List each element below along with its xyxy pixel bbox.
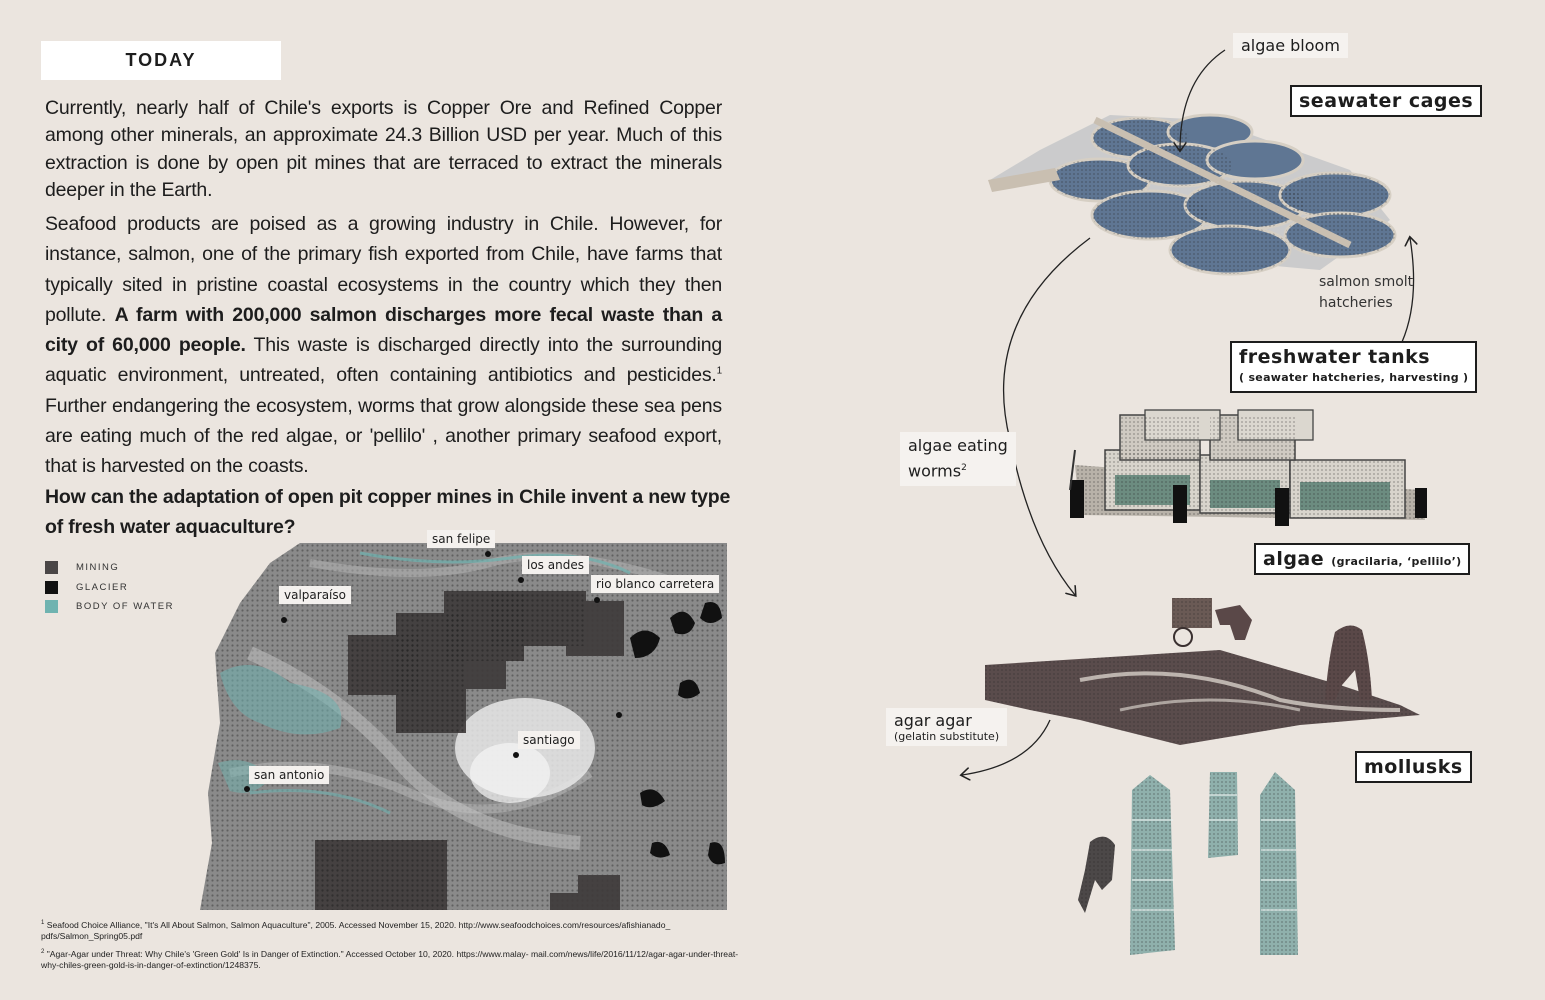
map-label-los-andes: los andes [522,556,589,574]
map-label-valparaiso: valparaíso [279,586,351,604]
paragraph-seafood [45,209,722,482]
map-dot-san-felipe [485,551,491,557]
algae-harvest-illustration [985,598,1420,745]
algae-title-text: algae [1263,548,1325,570]
footnote-2-ref: 2 [41,948,45,955]
label-salmon-smolt [1319,272,1413,314]
map-label-san-antonio: san antonio [249,766,329,784]
footnote-ref-1: 1 [716,365,722,377]
freshwater-tanks-illustration [1070,410,1427,526]
map-dot-san-antonio [244,786,250,792]
map-label-san-felipe: san felipe [427,530,495,548]
map-dot-los-andes [518,577,524,583]
footnote-2-text: "Agar-Agar under Threat: Why Chile's 'Green Gold' Is in Danger of Extinction." Accessed October 10, 2020. https://www.malay- mail.com/news/life/2016/11/12/agar-agar-under-threat-why-chiles-green-gold-is-in-danger-of-extinction/1248375. [41,948,739,971]
paragraph-copper: Currently, nearly half of Chile's exports is Copper Ore and Refined Copper among other minerals, an approximate 24.3 Billion USD per year. Much of this extraction is done by open pit mines that are terraced to extract the minerals deeper in the Earth. [45,97,722,201]
title-mollusks: mollusks [1355,751,1472,783]
title-algae [1254,543,1470,575]
label-agar-agar [886,708,1007,746]
paragraph-seafood-bold: A farm with 200,000 salmon discharges more fecal waste than a city of 60,000 people. [45,303,722,357]
legend-item-glacier [45,578,174,598]
footnote-ref-2: 2 [961,463,967,473]
label-salmon-smolt-line2: hatcheries [1319,295,1393,311]
title-freshwater-tanks [1230,341,1477,393]
legend-swatch-glacier [45,581,58,594]
paragraph-seafood-intro: Seafood products are poised as a growing industry in Chile. However, for instance, salmon, one of the primary fish exported from Chile, have farms that typically sited in pristine coastal ecosystems in the country which they then pollute. [45,213,722,326]
footnotes [41,918,741,976]
algae-eating-text: algae eating [908,436,1008,455]
today-label: TODAY [125,50,197,70]
region-map [160,543,727,910]
research-question: How can the adaptation of open pit copper mines in Chile invent a new type of fresh water aquaculture? [45,486,731,538]
footnote-1 [41,918,741,943]
map-label-rio-blanco: rio blanco carretera [591,575,719,593]
paragraph-seafood-middle: This waste is discharged directly into the surrounding aquatic environment, untreated, often containing antibiotics and pesticides. [45,334,723,387]
worms-line [908,457,1008,482]
map-dot-east [616,712,622,718]
today-badge [41,41,281,80]
agar-agar-text: agar agar [894,711,972,730]
freshwater-tanks-subtitle: ( seawater hatcheries, harvesting ) [1239,371,1469,384]
legend-item-water [45,597,174,617]
freshwater-tanks-text: freshwater tanks [1239,346,1431,368]
map-legend [45,558,174,617]
legend-label-mining: MINING [76,562,120,574]
map-dot-santiago [513,752,519,758]
seawater-cages-illustration [988,115,1395,274]
mollusk-ropes-illustration [1078,772,1298,955]
title-seawater-cages: seawater cages [1290,85,1482,117]
legend-swatch-mining [45,561,58,574]
map-dot-valparaiso [281,617,287,623]
legend-swatch-water [45,600,58,613]
agar-agar-subtitle: (gelatin substitute) [894,730,1000,743]
footnote-1-text: Seafood Choice Alliance, "It's All About Salmon, Salmon Aquaculture", 2005. Accessed November 15, 2020. http://www.seafoodchoices.com/resources/afishianado_ pdfs/Salmon_Spring05.pdf [41,919,671,942]
legend-item-mining [45,558,174,578]
worms-text: worms [908,461,962,481]
footnote-2 [41,947,741,972]
arrow-worms [1004,238,1090,595]
footnote-1-ref: 1 [41,920,45,926]
label-salmon-smolt-line1: salmon smolt [1319,274,1414,290]
map-label-santiago: santiago [518,731,580,749]
map-dot-rio-blanco [594,597,600,603]
label-algae-bloom: algae bloom [1233,33,1348,58]
map-graphic [160,543,727,910]
legend-label-water: BODY OF WATER [76,601,174,613]
cycle-diagram [880,20,1480,980]
algae-subtitle: (gracilaria, ‘pellilo’) [1331,555,1462,568]
legend-label-glacier: GLACIER [76,581,129,593]
label-algae-eating-worms [900,432,1016,486]
paragraph-seafood-end: Further endangering the ecosystem, worms that grow alongside these sea pens are eating much of the red algae, or 'pellilo' , another primary seafood export, that is harvested on the coasts. [45,394,722,478]
